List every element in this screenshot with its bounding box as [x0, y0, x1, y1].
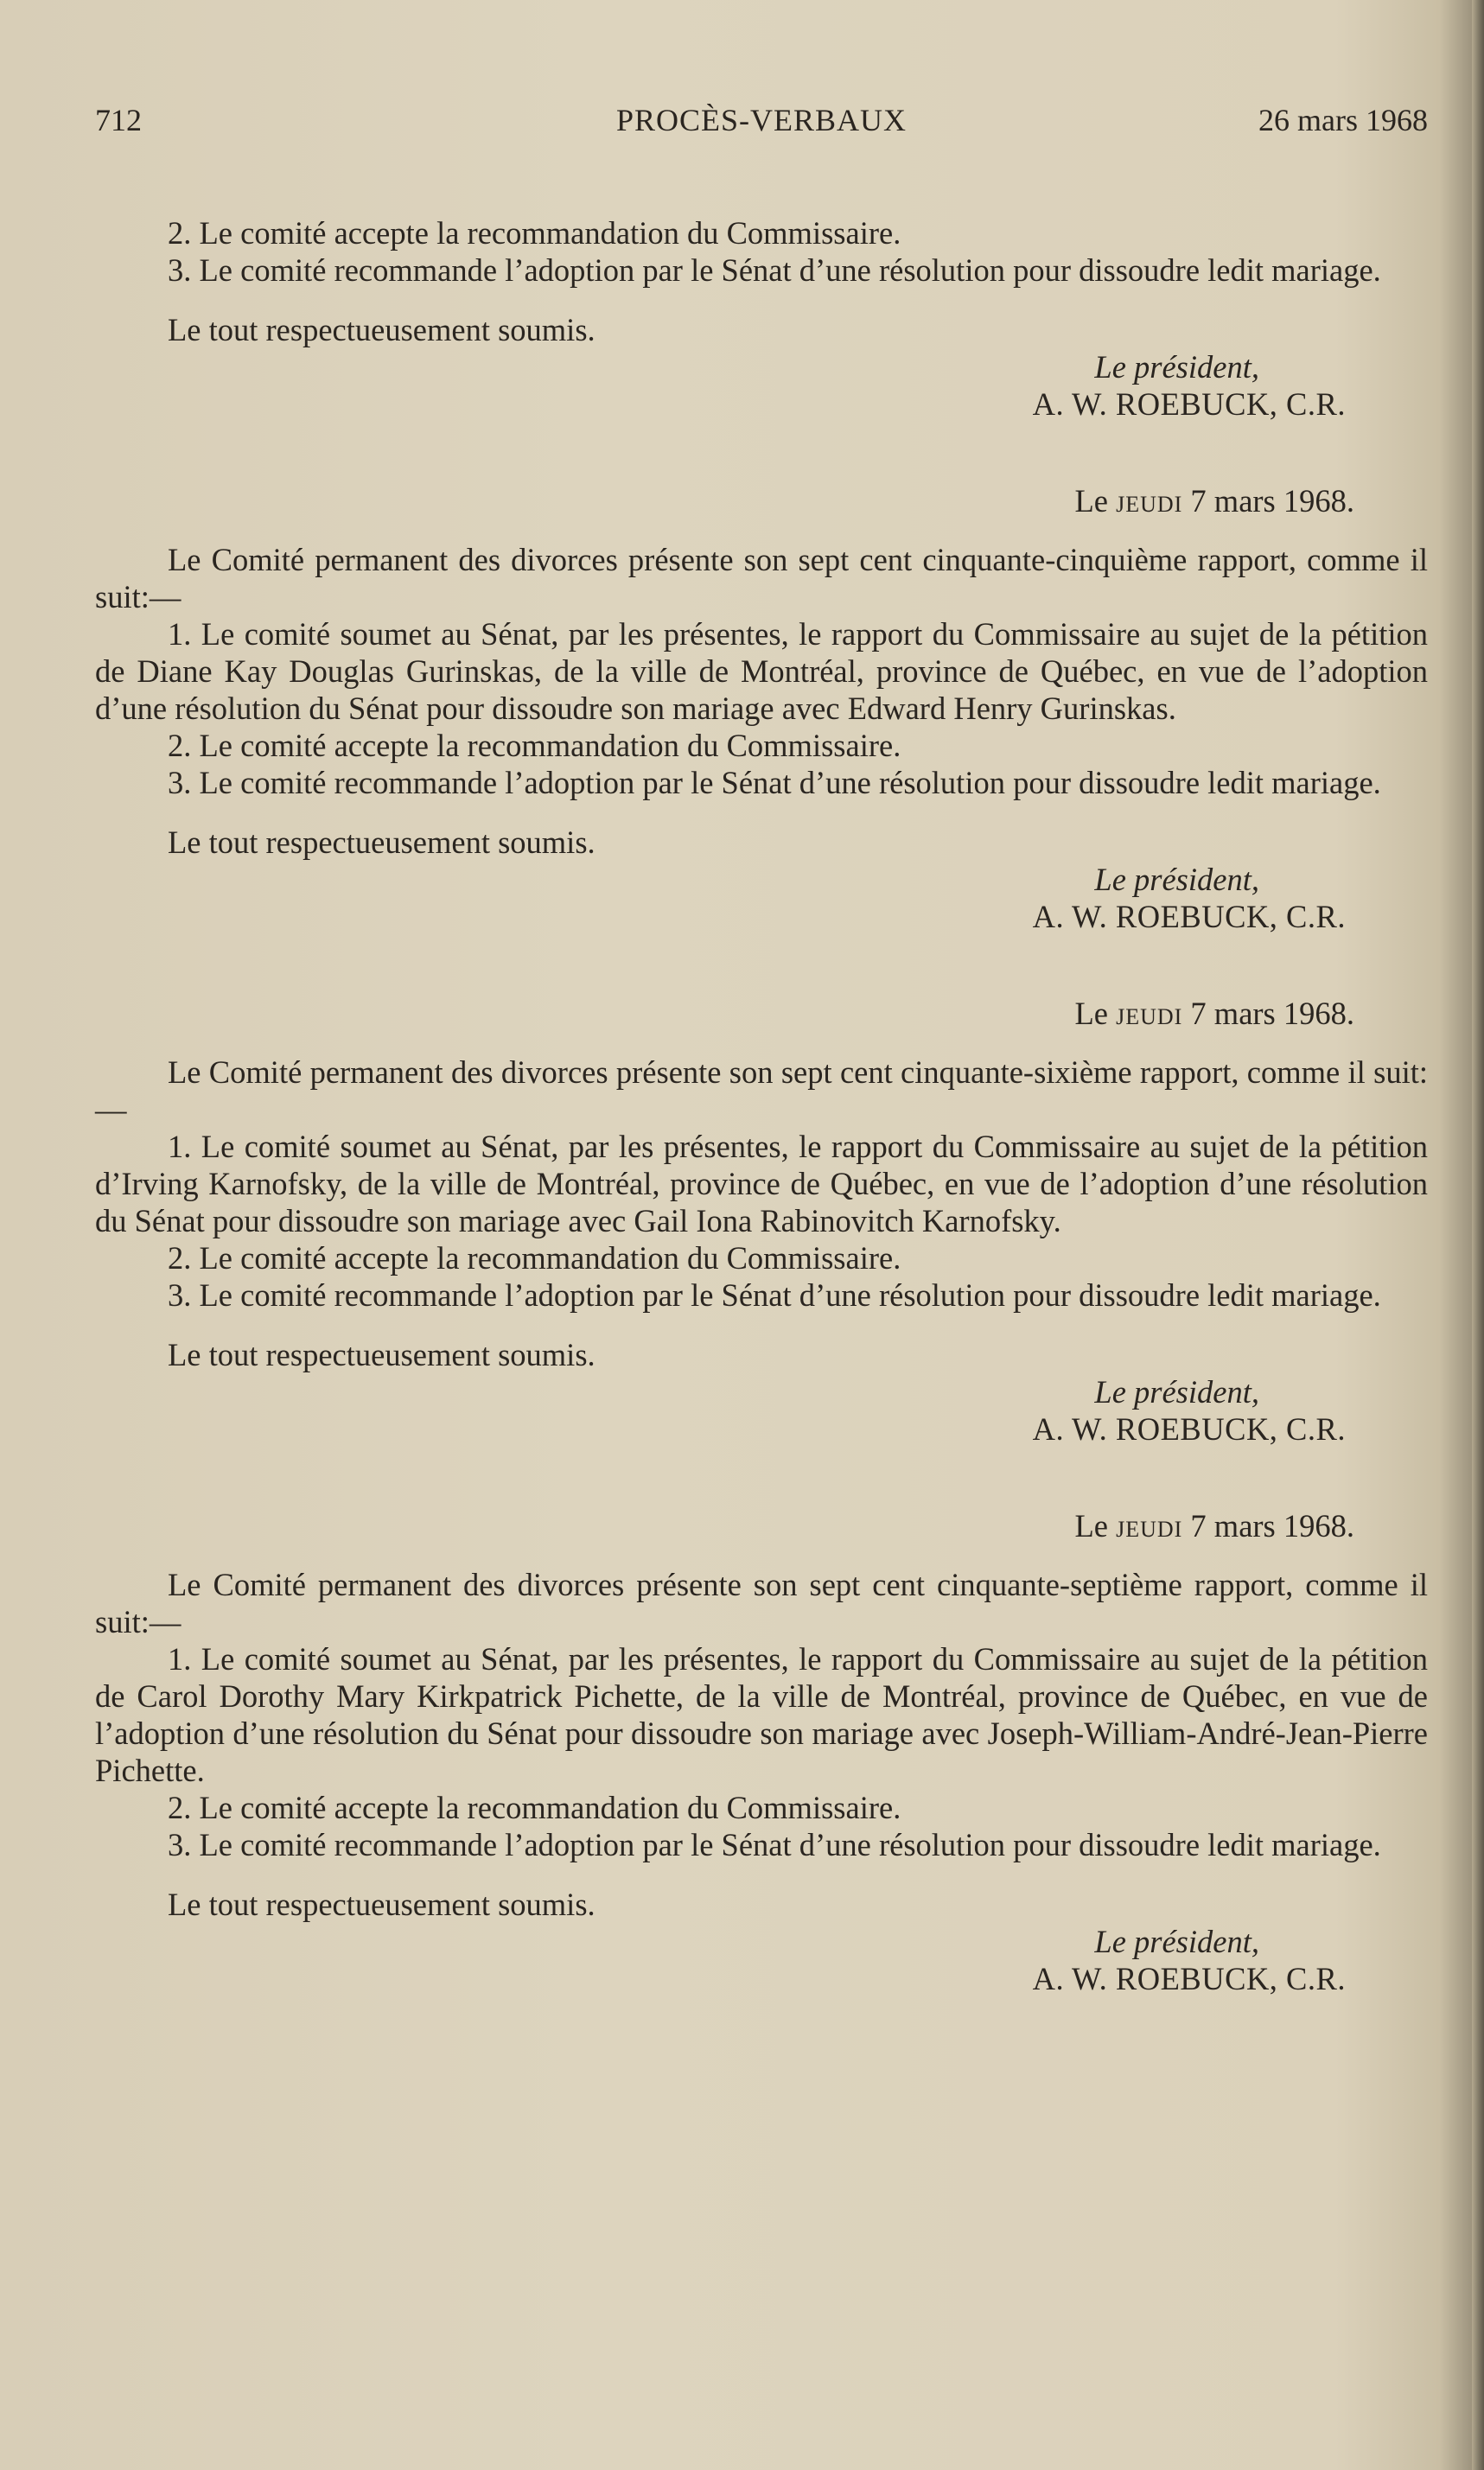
signature-name: A. W. ROEBUCK, C.R. — [1032, 899, 1346, 934]
continued-report — [95, 214, 1428, 423]
item-2: 2. Le comité accepte la recommandation du Commissaire. — [168, 1240, 901, 1276]
page-edge-shadow — [1472, 0, 1484, 2470]
date-day: jeudi — [1116, 483, 1183, 519]
item-2: 2. Le comité accepte la recommandation du Commissaire. — [168, 215, 901, 251]
report-date — [95, 482, 1428, 519]
report-756 — [95, 995, 1428, 1448]
signature-role: Le président, — [1094, 862, 1259, 897]
report-intro: Le Comité permanent des divorces présente son sept cent cinquante-cinquième rapport, comme il suit:— — [95, 542, 1428, 614]
signature-name: A. W. ROEBUCK, C.R. — [1032, 1961, 1346, 1996]
signature-name: A. W. ROEBUCK, C.R. — [1032, 386, 1346, 422]
item-1: 1. Le comité soumet au Sénat, par les présentes, le rapport du Commissaire au sujet de la pétition de Diane Kay Douglas Gurinskas, de la ville de Montréal, province de Québec, en vue de l’adoption d’une résolution du Sénat pour dissoudre son mariage avec Edward Henry Gurinskas. — [95, 616, 1428, 726]
item-3: 3. Le comité recommande l’adoption par le Sénat d’une résolution pour dissoudre ledit mariage. — [168, 252, 1381, 288]
item-1: 1. Le comité soumet au Sénat, par les présentes, le rapport du Commissaire au sujet de la pétition d’Irving Karnofsky, de la ville de Montréal, province de Québec, en vue de l’adoption d’une résolution du Sénat pour dissoudre son mariage avec Gail Iona Rabinovitch Karnofsky. — [95, 1129, 1428, 1238]
closing-line: Le tout respectueusement soumis. — [168, 1887, 596, 1922]
page-header — [95, 102, 1428, 145]
page-number: 712 — [95, 103, 142, 137]
report-date — [95, 995, 1428, 1032]
date-day: jeudi — [1116, 996, 1183, 1031]
item-3: 3. Le comité recommande l’adoption par le Sénat d’une résolution pour dissoudre ledit mariage. — [168, 1827, 1381, 1862]
item-2: 2. Le comité accepte la recommandation du Commissaire. — [168, 1790, 901, 1825]
signature-role: Le président, — [1094, 1924, 1259, 1959]
signature-role: Le président, — [1094, 349, 1259, 385]
date-rest: 7 mars 1968. — [1190, 996, 1354, 1031]
document-body — [95, 214, 1428, 1997]
report-intro: Le Comité permanent des divorces présente son sept cent cinquante-sixième rapport, comme il suit:— — [95, 1054, 1428, 1127]
item-1: 1. Le comité soumet au Sénat, par les présentes, le rapport du Commissaire au sujet de la pétition de Carol Dorothy Mary Kirkpatrick Pichette, de la ville de Montréal, province de Québec, en vue de l’adoption d’une résolution du Sénat pour dissoudre son mariage avec Joseph-William-André-Jean-Pierre Pichette. — [95, 1641, 1428, 1788]
item-3: 3. Le comité recommande l’adoption par le Sénat d’une résolution pour dissoudre ledit mariage. — [168, 765, 1381, 800]
report-757 — [95, 1507, 1428, 1997]
date-rest: 7 mars 1968. — [1190, 1508, 1354, 1544]
item-3: 3. Le comité recommande l’adoption par le Sénat d’une résolution pour dissoudre ledit mariage. — [168, 1277, 1381, 1313]
date-prefix: Le — [1074, 483, 1108, 519]
signature-name: A. W. ROEBUCK, C.R. — [1032, 1411, 1346, 1447]
report-intro: Le Comité permanent des divorces présente son sept cent cinquante-septième rapport, comme il suit:— — [95, 1567, 1428, 1639]
item-2: 2. Le comité accepte la recommandation du Commissaire. — [168, 728, 901, 763]
header-date: 26 mars 1968 — [1258, 103, 1428, 137]
running-title: PROCÈS-VERBAUX — [615, 103, 908, 137]
report-755 — [95, 482, 1428, 935]
date-prefix: Le — [1074, 996, 1108, 1031]
closing-line: Le tout respectueusement soumis. — [168, 1337, 596, 1372]
date-rest: 7 mars 1968. — [1190, 483, 1354, 519]
date-day: jeudi — [1116, 1508, 1183, 1544]
date-prefix: Le — [1074, 1508, 1108, 1544]
signature-role: Le président, — [1094, 1374, 1259, 1410]
closing-line: Le tout respectueusement soumis. — [168, 824, 596, 860]
closing-line: Le tout respectueusement soumis. — [168, 312, 596, 347]
report-date — [95, 1507, 1428, 1544]
